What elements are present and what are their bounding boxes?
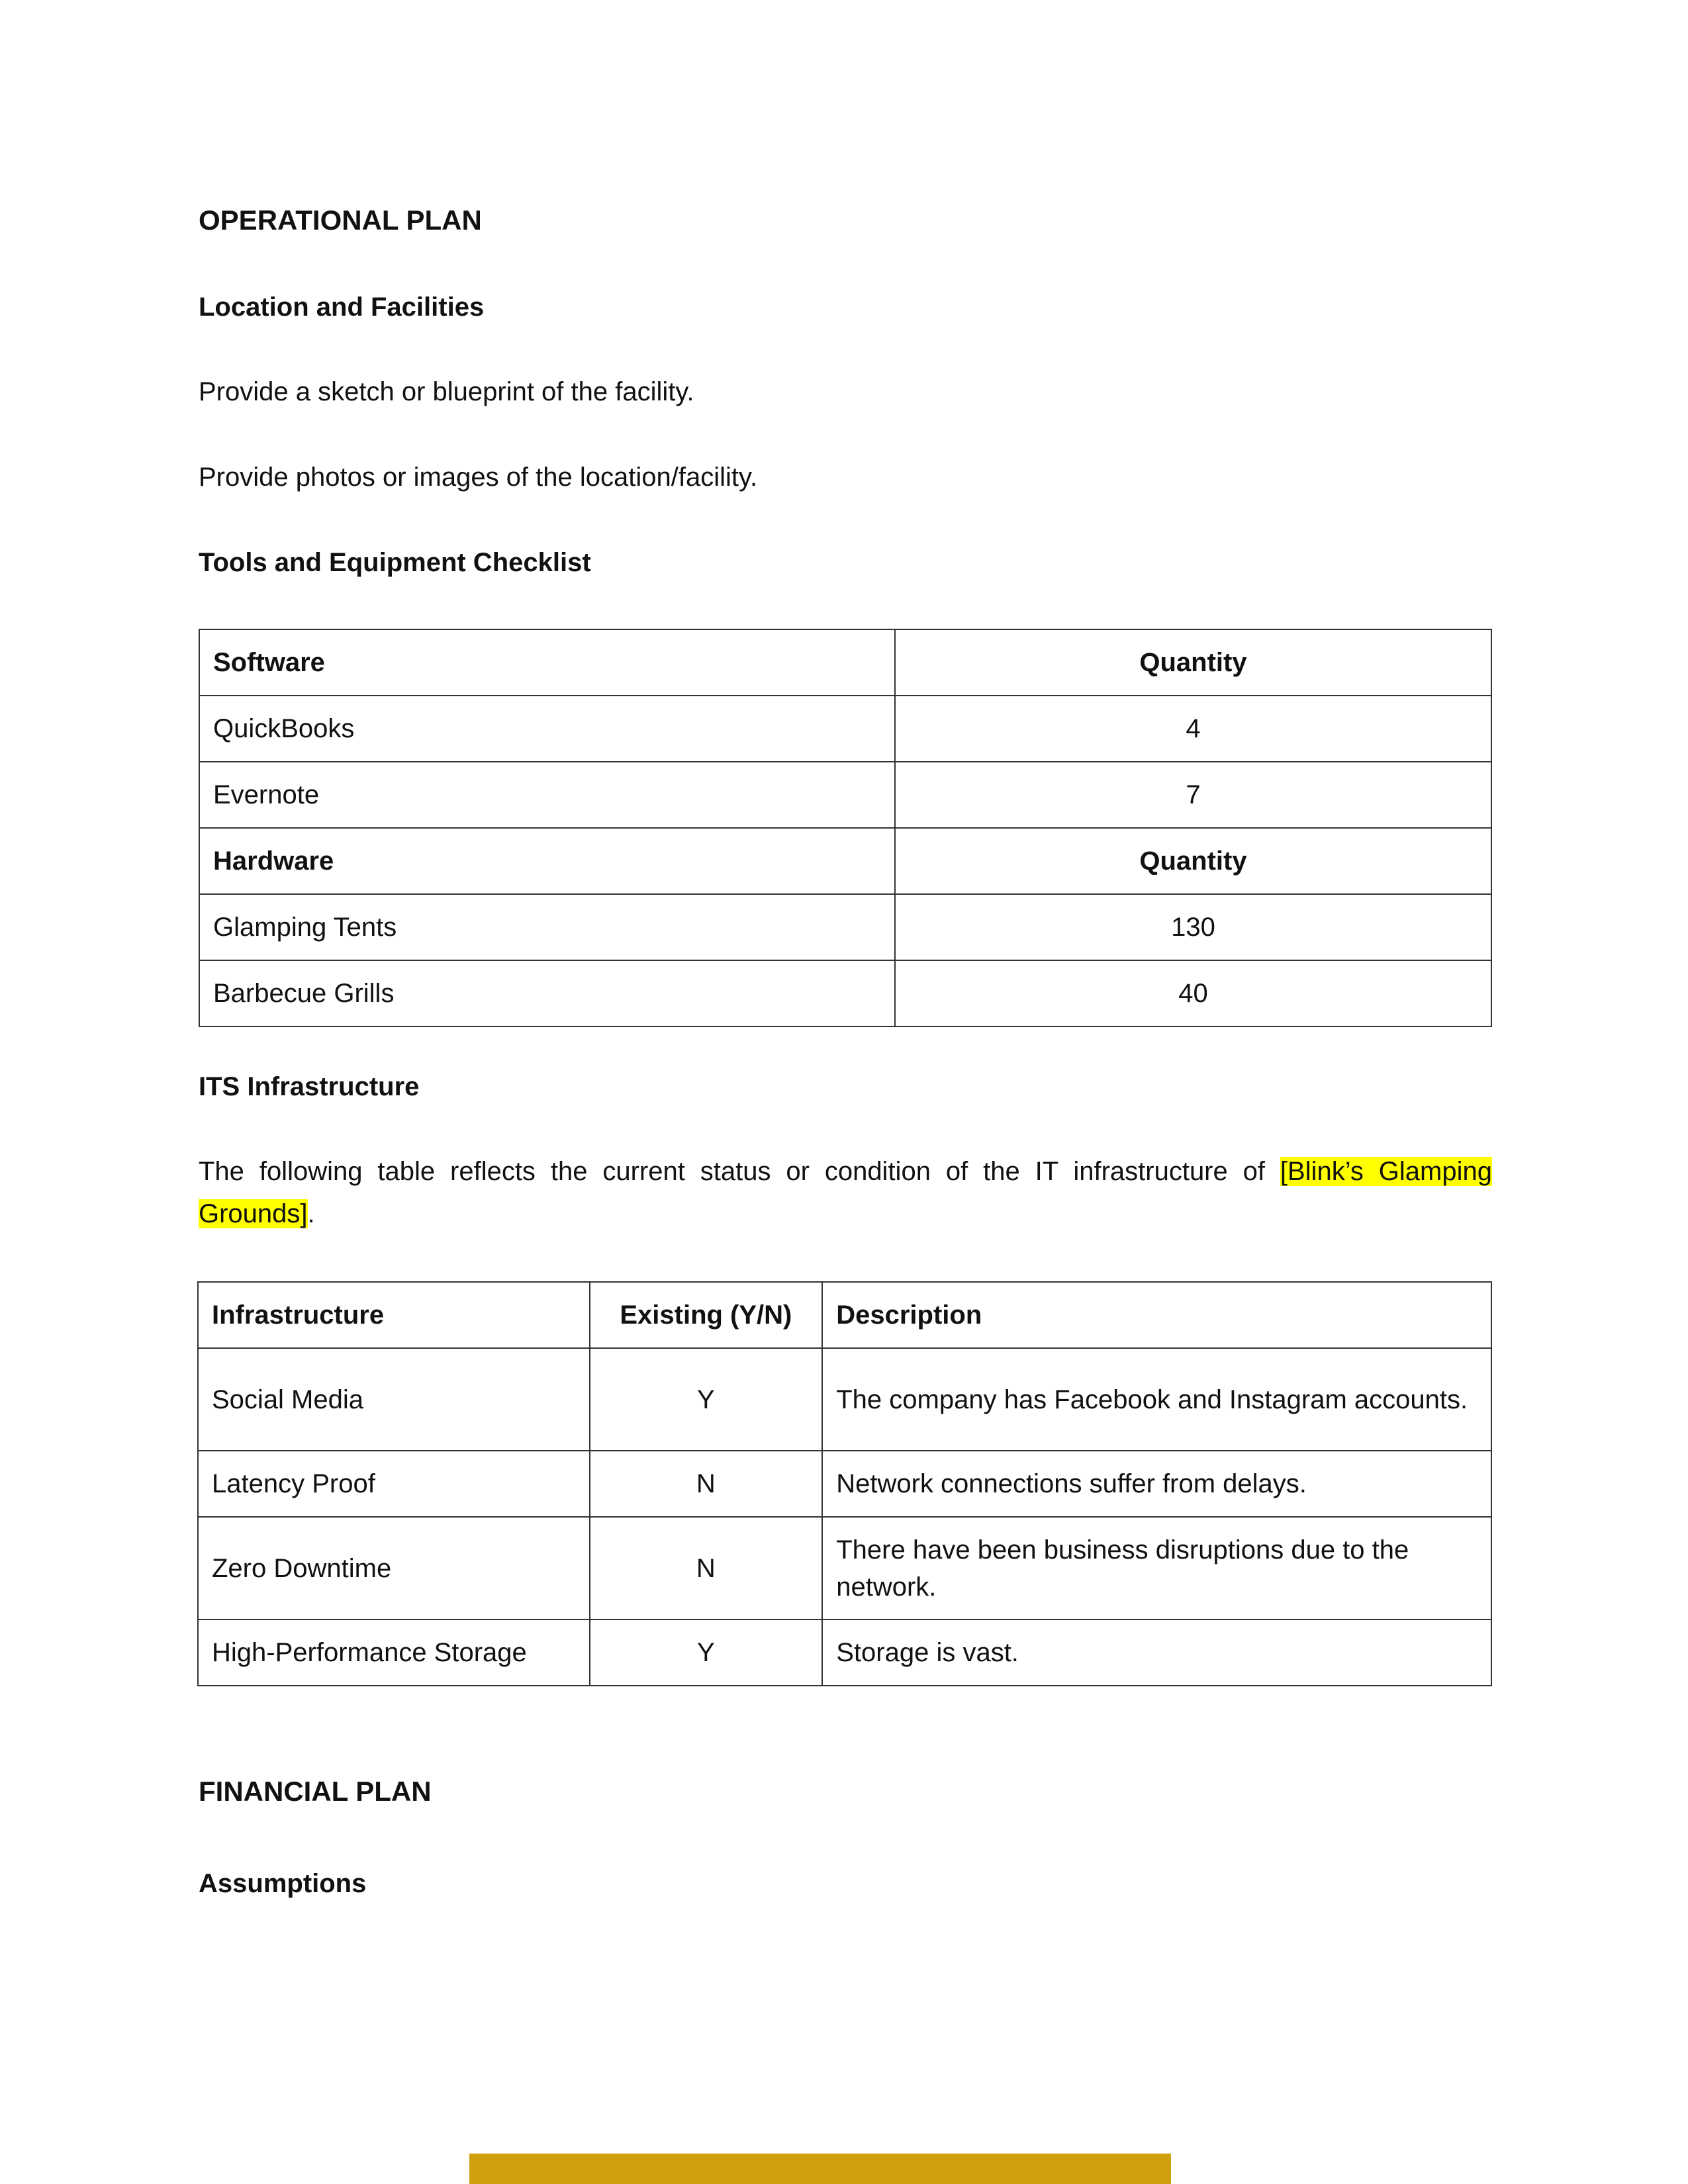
equipment-quantity: 4 xyxy=(895,696,1491,762)
existing-value: Y xyxy=(590,1348,823,1451)
infrastructure-header-row xyxy=(198,1282,1491,1348)
infrastructure-table xyxy=(197,1281,1492,1686)
software-header-row xyxy=(199,629,1491,696)
equipment-item: Glamping Tents xyxy=(199,894,895,960)
tools-equipment-heading: Tools and Equipment Checklist xyxy=(199,548,591,577)
equipment-item: QuickBooks xyxy=(199,696,895,762)
infrastructure-name: High-Performance Storage xyxy=(198,1619,590,1686)
hardware-quantity-header: Quantity xyxy=(895,828,1491,894)
its-infrastructure-heading: ITS Infrastructure xyxy=(199,1072,420,1101)
existing-value: Y xyxy=(590,1619,823,1686)
photos-instruction: Provide photos or images of the location/facility. xyxy=(199,463,758,492)
financial-plan-heading: FINANCIAL PLAN xyxy=(199,1776,432,1807)
table-row xyxy=(198,1348,1491,1451)
infrastructure-description: The company has Facebook and Instagram accounts. xyxy=(822,1348,1491,1451)
footer-accent-bar xyxy=(469,2154,1171,2184)
existing-value: N xyxy=(590,1451,823,1517)
company-name-highlight: [Blink’s Glamping Grounds] xyxy=(199,1157,1492,1228)
infrastructure-description: Network connections suffer from delays. xyxy=(822,1451,1491,1517)
sketch-instruction: Provide a sketch or blueprint of the facility. xyxy=(199,377,694,406)
equipment-item: Barbecue Grills xyxy=(199,960,895,1026)
its-intro-end: . xyxy=(307,1199,315,1228)
equipment-quantity: 40 xyxy=(895,960,1491,1026)
table-row xyxy=(199,762,1491,828)
description-column-header: Description xyxy=(822,1282,1491,1348)
infrastructure-description: There have been business disruptions due to the network. xyxy=(822,1517,1491,1619)
hardware-header: Hardware xyxy=(199,828,895,894)
table-row xyxy=(198,1517,1491,1619)
table-row xyxy=(198,1451,1491,1517)
operational-plan-heading: OPERATIONAL PLAN xyxy=(199,205,482,236)
infrastructure-name: Zero Downtime xyxy=(198,1517,590,1619)
equipment-quantity: 7 xyxy=(895,762,1491,828)
infrastructure-name: Social Media xyxy=(198,1348,590,1451)
infrastructure-name: Latency Proof xyxy=(198,1451,590,1517)
infrastructure-description: Storage is vast. xyxy=(822,1619,1491,1686)
hardware-header-row xyxy=(199,828,1491,894)
equipment-table xyxy=(199,629,1492,1027)
software-header: Software xyxy=(199,629,895,696)
equipment-item: Evernote xyxy=(199,762,895,828)
equipment-quantity: 130 xyxy=(895,894,1491,960)
table-row xyxy=(199,696,1491,762)
location-facilities-heading: Location and Facilities xyxy=(199,293,485,322)
its-intro-paragraph xyxy=(199,1150,1492,1235)
table-row xyxy=(199,894,1491,960)
existing-column-header: Existing (Y/N) xyxy=(590,1282,823,1348)
software-quantity-header: Quantity xyxy=(895,629,1491,696)
table-row xyxy=(198,1619,1491,1686)
its-intro-text: The following table reflects the current status or condition of the IT infrastructure of xyxy=(199,1157,1266,1186)
table-row xyxy=(199,960,1491,1026)
assumptions-heading: Assumptions xyxy=(199,1869,367,1898)
existing-value: N xyxy=(590,1517,823,1619)
infrastructure-column-header: Infrastructure xyxy=(198,1282,590,1348)
